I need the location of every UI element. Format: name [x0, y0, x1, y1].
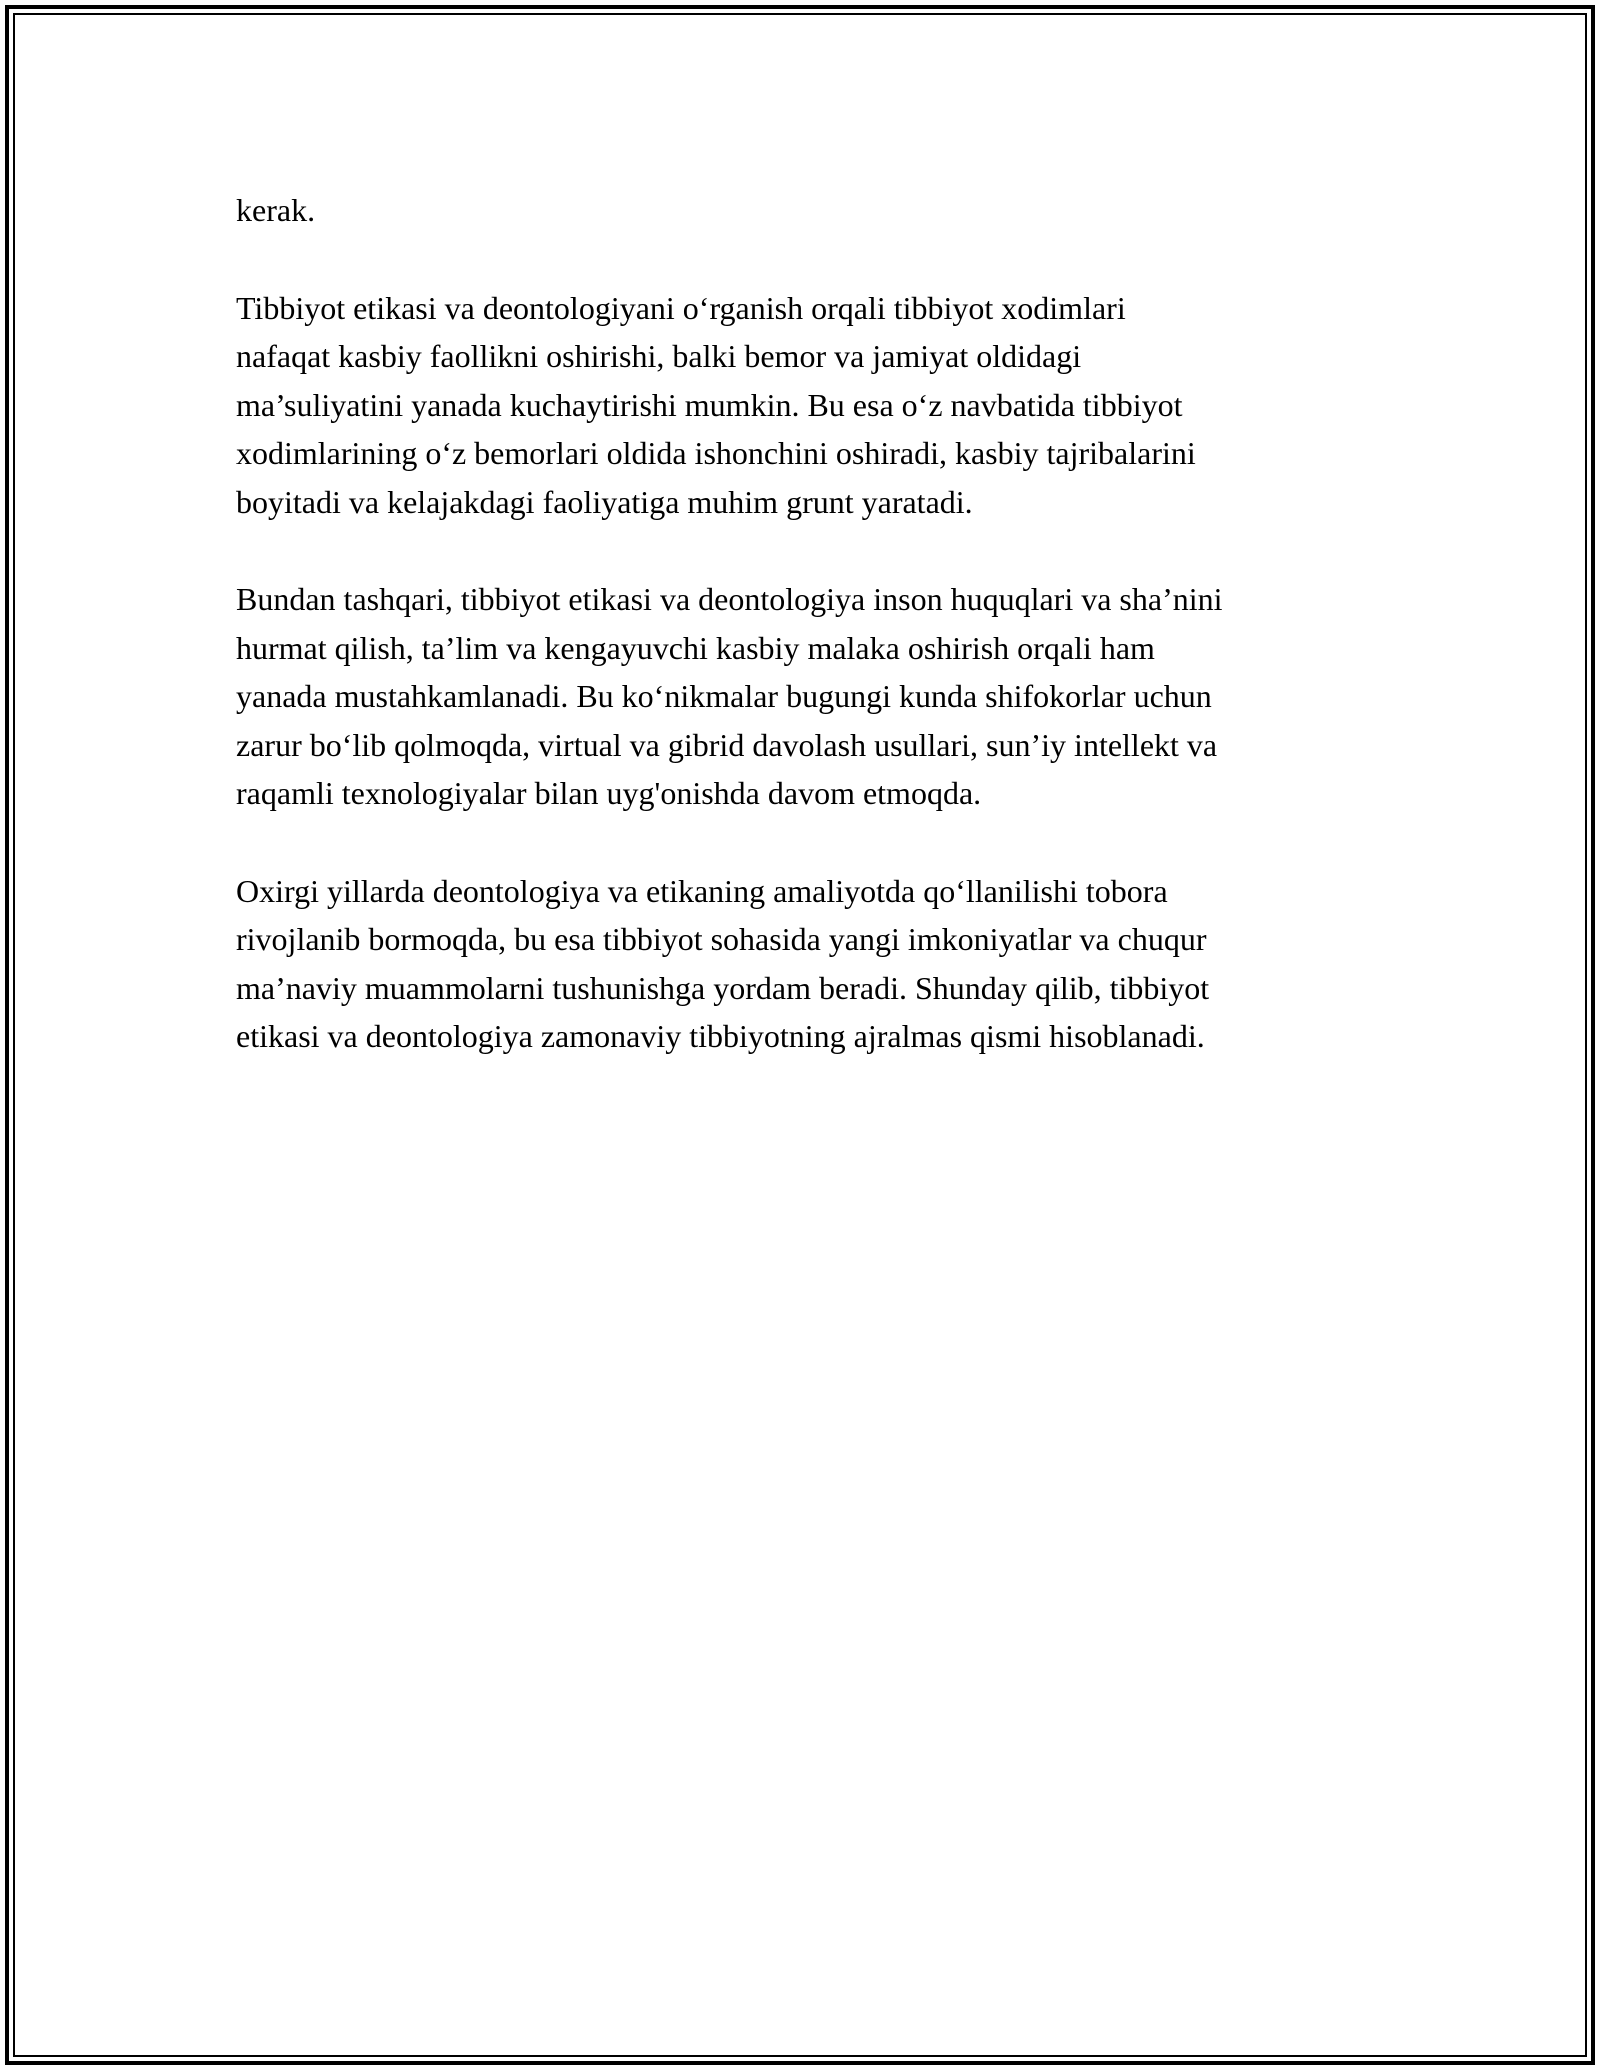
paragraph-human-rights: Bundan tashqari, tibbiyot etikasi va deontologiya inson huquqlari va sha’nini hurmat qilish, ta’lim va kengayuvchi kasbiy malaka oshirish orqali ham yanada mustahkamlanadi. Bu ko‘nikmalar bugungi kunda shifokorlar uchun zarur bo‘lib qolmoqda, virtual va gibrid davolash usullari, sun’iy intellekt va raqamli texnologiyalar bilan uyg'onishda davom etmoqda.	[236, 581, 1223, 811]
document-body	[236, 186, 1386, 1110]
paragraph-ethics-study: Tibbiyot etikasi va deontologiyani o‘rganish orqali tibbiyot xodimlari nafaqat kasbiy faollikni oshirishi, balki bemor va jamiyat oldidagi ma’suliyatini yanada kuchaytirishi mumkin. Bu esa o‘z navbatida tibbiyot xodimlarining o‘z bemorlari oldida ishonchini oshiradi, kasbiy tajribalarini boyitadi va kelajakdagi faoliyatiga muhim grunt yaratadi.	[236, 289, 1196, 520]
paragraph-continuation: kerak.	[236, 192, 316, 228]
paragraph-recent-years: Oxirgi yillarda deontologiya va etikaning amaliyotda qo‘llanilishi tobora rivojlanib bormoqda, bu esa tibbiyot sohasida yangi imkoniyatlar va chuqur ma’naviy muammolarni tushunishga yordam beradi. Shunday qilib, tibbiyot etikasi va deontologiya zamonaviy tibbiyotning ajralmas qismi hisoblanadi.	[236, 872, 1210, 1054]
